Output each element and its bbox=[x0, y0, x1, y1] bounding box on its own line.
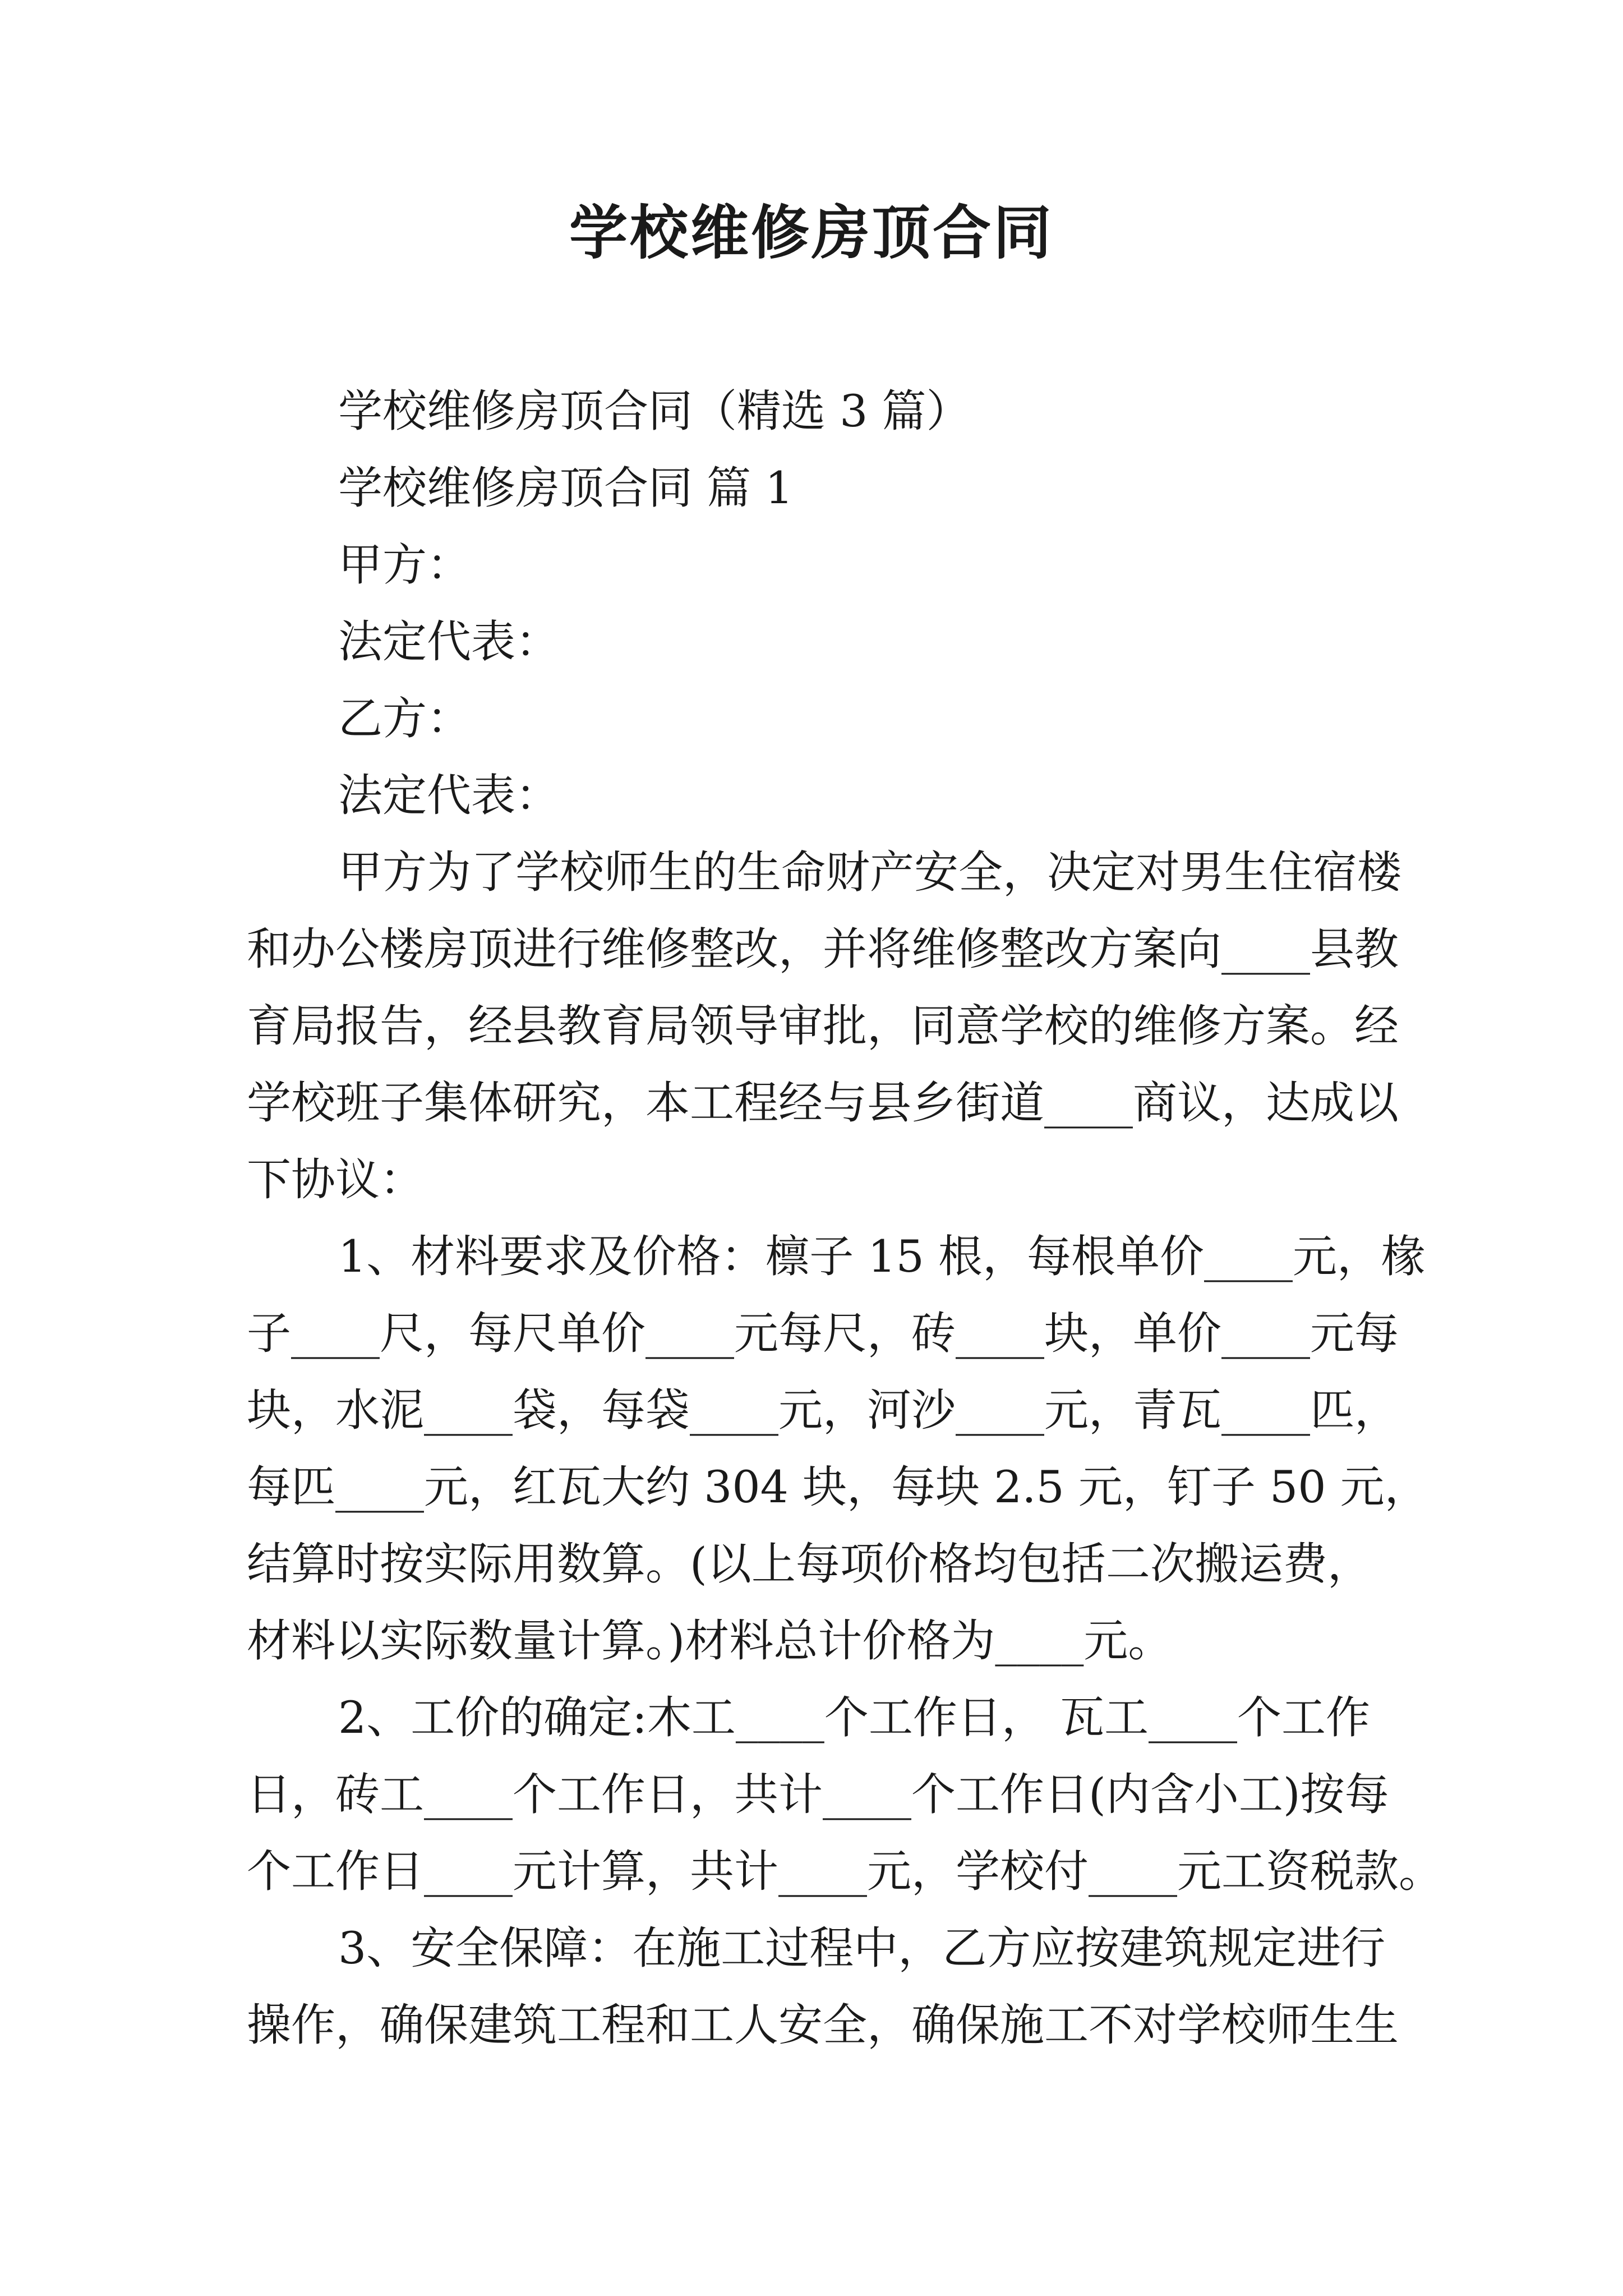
paragraph-line: 法定代表： bbox=[338, 616, 560, 668]
document-title: 学校维修房顶合同 bbox=[569, 198, 1054, 267]
paragraph-line: 结算时按实际用数算。(以上每项价格均包括二次搬运费， bbox=[247, 1538, 1372, 1590]
paragraph-line: 日，砖工____个工作日，共计____个工作日(内含小工)按每 bbox=[247, 1769, 1389, 1820]
paragraph-line: 育局报告，经县教育局领导审批，同意学校的维修方案。经 bbox=[247, 1000, 1399, 1052]
paragraph-line: 操作，确保建筑工程和工人安全，确保施工不对学校师生生 bbox=[247, 1999, 1399, 2051]
paragraph-line: 甲方为了学校师生的生命财产安全，决定对男生住宿楼 bbox=[338, 846, 1401, 898]
paragraph-line: 块，水泥____袋，每袋____元，河沙____元，青瓦____匹， bbox=[247, 1384, 1399, 1436]
document-body bbox=[247, 373, 1443, 2064]
paragraph-line: 2、工价的确定:木工____个工作日， 瓦工____个工作 bbox=[338, 1692, 1370, 1743]
paragraph-line: 个工作日____元计算，共计____元，学校付____元工资税款。 bbox=[247, 1846, 1443, 1897]
paragraph-line: 下协议： bbox=[247, 1154, 424, 1205]
paragraph-line: 1、材料要求及价格：檩子 15 根，每根单价____元，椽 bbox=[338, 1231, 1426, 1282]
paragraph-line: 学校维修房顶合同 篇 1 bbox=[338, 462, 794, 514]
paragraph-line: 每匹____元，红瓦大约 304 块，每块 2.5 元，钉子 50 元， bbox=[247, 1461, 1429, 1513]
paragraph-line: 和办公楼房顶进行维修整改，并将维修整改方案向____县教 bbox=[247, 923, 1399, 975]
paragraph-line: 乙方： bbox=[338, 693, 471, 744]
paragraph-line: 甲方： bbox=[338, 539, 471, 591]
paragraph-line: 学校班子集体研究，本工程经与县乡街道____商议，达成以 bbox=[247, 1077, 1399, 1129]
paragraph-line: 学校维修房顶合同（精选 3 篇） bbox=[338, 385, 971, 437]
paragraph-line: 子____尺，每尺单价____元每尺，砖____块，单价____元每 bbox=[247, 1308, 1399, 1359]
paragraph-line: 法定代表： bbox=[338, 770, 560, 821]
paragraph-line: 3、安全保障：在施工过程中，乙方应按建筑规定进行 bbox=[338, 1922, 1386, 1974]
paragraph-line: 材料以实际数量计算。)材料总计价格为____元。 bbox=[247, 1615, 1173, 1667]
